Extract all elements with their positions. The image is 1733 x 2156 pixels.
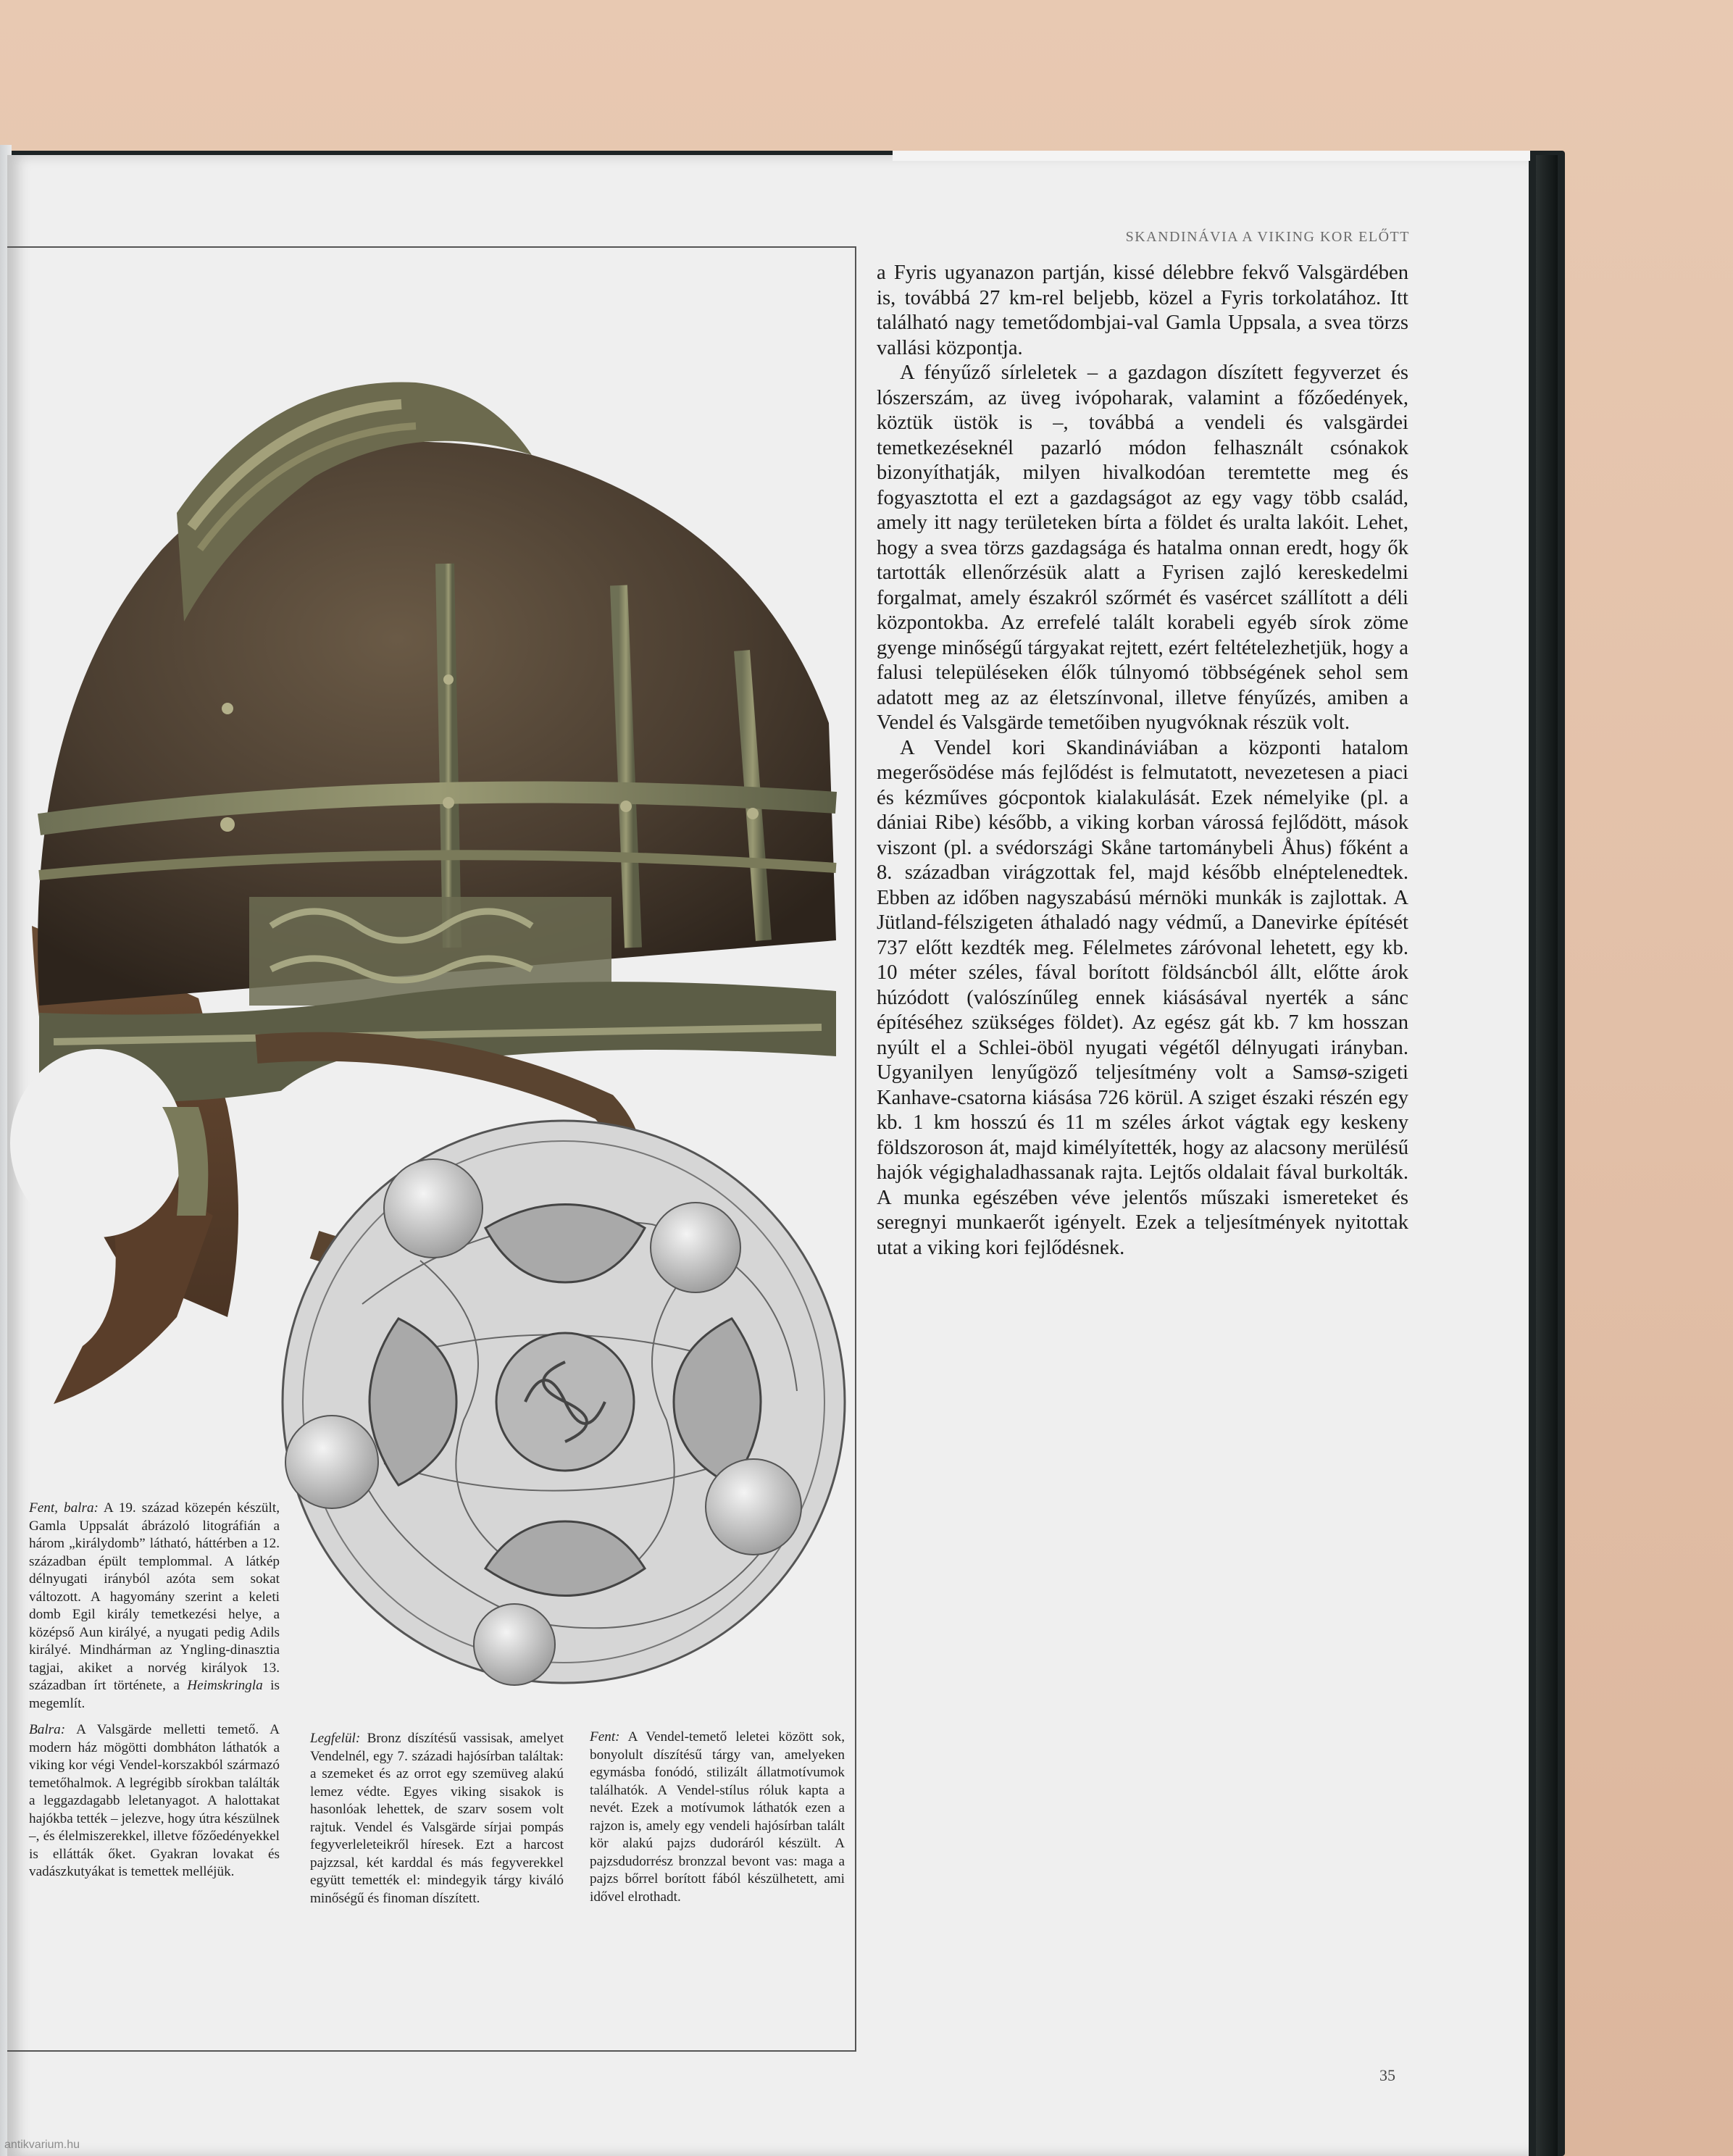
caption-balra <box>29 1721 280 1881</box>
caption-lead: Fent, balra: <box>29 1500 99 1516</box>
page-top-edge <box>893 151 1530 161</box>
paragraph-1: a Fyris ugyanazon partján, kissé délebbre fekvő Valsgärdében is, továbbá 27 km-rel beljebb, közel a Fyris torkolatához. Itt található nagy temetődombjai-val Gamla Uppsala, a svea törzs vallási központja. <box>877 262 1408 359</box>
caption-column-middle <box>310 1730 564 1916</box>
paragraph-2: A fényűző sírleletek – a gazdagon díszített fegyverzet és lószerszám, az üveg ivópoharak, valamint a főzőedények, köztük üstök is –, továbbá a vendeli és valsgärdei temetkezéseknél pazarló módon felhasznált csónakok bizonyíthatják, milyen hivalkodóan teremtette meg és fogyasztotta el ezt a gazdagságot az egy vagy több család, amely itt nagy területeken bírta a földet és uralta lakóit. Lehet, hogy a svea törzs gazdagsága és hatalma onnan eredt, hogy ők tartották ellenőrzésük alatt a Fyrisen zajló kereskedelmi forgalmat, amely északról szőrmét és vasércet szállított a déli központokba. Az errefelé talált korabeli egyéb sírok zöme gyenge minőségű tárgyakat rejtett, ezért feltételezhetjük, hogy a falusi településeken élők túlnyomó többségének sehol sem adatott meg az az életszínvonal, illetve fényűzés, amiben a Vendel és Valsgärde temetőiben nyugvóknak részük volt. <box>877 362 1408 734</box>
caption-title: Heimskringla <box>187 1678 263 1693</box>
caption-text: A 19. század közepén készült, Gamla Uppsalát ábrázoló litográfián a három „királydomb” látható, háttérben a 12. században épült templommal. A látkép délnyugati irányból azóta sem sokat változott. A hagyomány szerint a keleti domb Egil király temetkezési helye, a középső Aun királyé, a nyugati pedig Adils királyé. Mindhárman az Yngling-dinasztia tagjai, akiket a norvég királyok 13. században írt története, a <box>29 1500 280 1693</box>
caption-lead: Legfelül: <box>310 1731 361 1746</box>
caption-lead: Balra: <box>29 1722 66 1737</box>
caption-fent <box>590 1729 845 1906</box>
page-number: 35 <box>1379 2066 1395 2084</box>
caption-text: is megemlít. <box>29 1678 280 1711</box>
caption-legfelul <box>310 1730 564 1908</box>
running-head: SKANDINÁVIA A VIKING KOR ELŐTT <box>1125 229 1410 245</box>
watermark: antikvarium.hu <box>4 2139 80 2151</box>
caption-column-right <box>590 1729 845 1915</box>
shield-boss-drawing <box>275 1116 855 1688</box>
caption-column-left <box>29 1500 280 1890</box>
caption-text: Bronz díszítésű vassisak, amelyet Vendelnél, egy 7. századi hajósírban találtak: a szemeket és az orrot egy szemüveg alakú lemez védte. Egyes viking sisakok is hasonlóak lehettek, de szarv sosem volt rajtuk. Vendel és Valsgärde sírjai pompás fegyverleleteikről híresek. Ezt a harcost pajzzsal, két karddal és más fegyverekkel együtt temették el: mindegyik tárgy kiváló minőségű és finoman díszített. <box>310 1731 564 1906</box>
caption-fent-balra <box>29 1500 280 1713</box>
caption-text: A Valsgärde melletti temető. A modern ház mögötti dombháton láthatók a viking kor végi Vendel-korszakból származó temetőhalmok. A legrégibb sírokban találták a leggazdagabb leletanyagot. A halottakat hajókba tették – jelezve, hogy útra készülnek –, és élelmiszerekkel, illetve főzőedényekkel is ellátták őket. Gyakran lovakat és vadászkutyákat is temettek melléjük. <box>29 1722 280 1879</box>
caption-text: A Vendel-temető leletei között sok, bonyolult díszítésű tárgy van, amelyeken egymásba fonódó, stilizált állatmotívumok találhatók. A Vendel-stílus róluk kapta a nevét. Ezek a motívumok láthatók ezen a rajzon is, amely egy vendeli hajósírban talált kör alakú pajzs dudoráról készült. A pajzsdudorrész bronzzal bevont vas: maga a pajzs bőrrel borított fából készülhetett, ami idővel elrothadt. <box>590 1729 845 1905</box>
book-cover-edge <box>1536 155 1558 2156</box>
paragraph-3: A Vendel kori Skandináviában a központi hatalom megerősödése más fejlődést is felmutatott, nevezetesen a piaci és kézműves gócpontok kialakulását. Ezek némelyike (pl. a dániai Ribe) később, a viking korban várossá fejlődött, mások viszont (pl. a svédországi Skåne tartománybeli Åhus) főként a 8. században virágzottak fel, majd később elnéptelenedtek. Ebben az időben nagyszabású mérnöki munkák is zajlottak. A Jütland-félszigeten áthaladó nagy védmű, a Danevirke építését 737 előtt kezdték meg. Félelmetes záróvonal lehetett, egy kb. 10 méter széles, fával borított földsáncból állt, előtte árok húzódott (valószínűleg ennek kiásásával nyerték a sánc építéséhez szükséges földet). Az egész gát kb. 7 km hosszan nyúlt el a Schlei-öböl nyugati végétől délnyugati irányban. Ugyanilyen lenyűgöző teljesítmény volt a Samsø-szigeti Kanhave-csatorna kiásása 726 körül. A sziget északi részén egy kb. 1 km hosszú és 11 m széles árkot vágtak egy keskeny földszoroson át, majd kimélyítették, hogy az alacsony merülésű hajók végighaladhassanak rajta. Lejtős oldalait fával burkolták. A munka egészében véve jelentős műszaki ismereteket és seregnyi munkaerőt igényelt. Ezek a teljesítmények nyitottak utat a viking kori fejlődésnek. <box>877 736 1408 1259</box>
article-body <box>877 261 1408 1261</box>
caption-lead: Fent: <box>590 1729 620 1745</box>
